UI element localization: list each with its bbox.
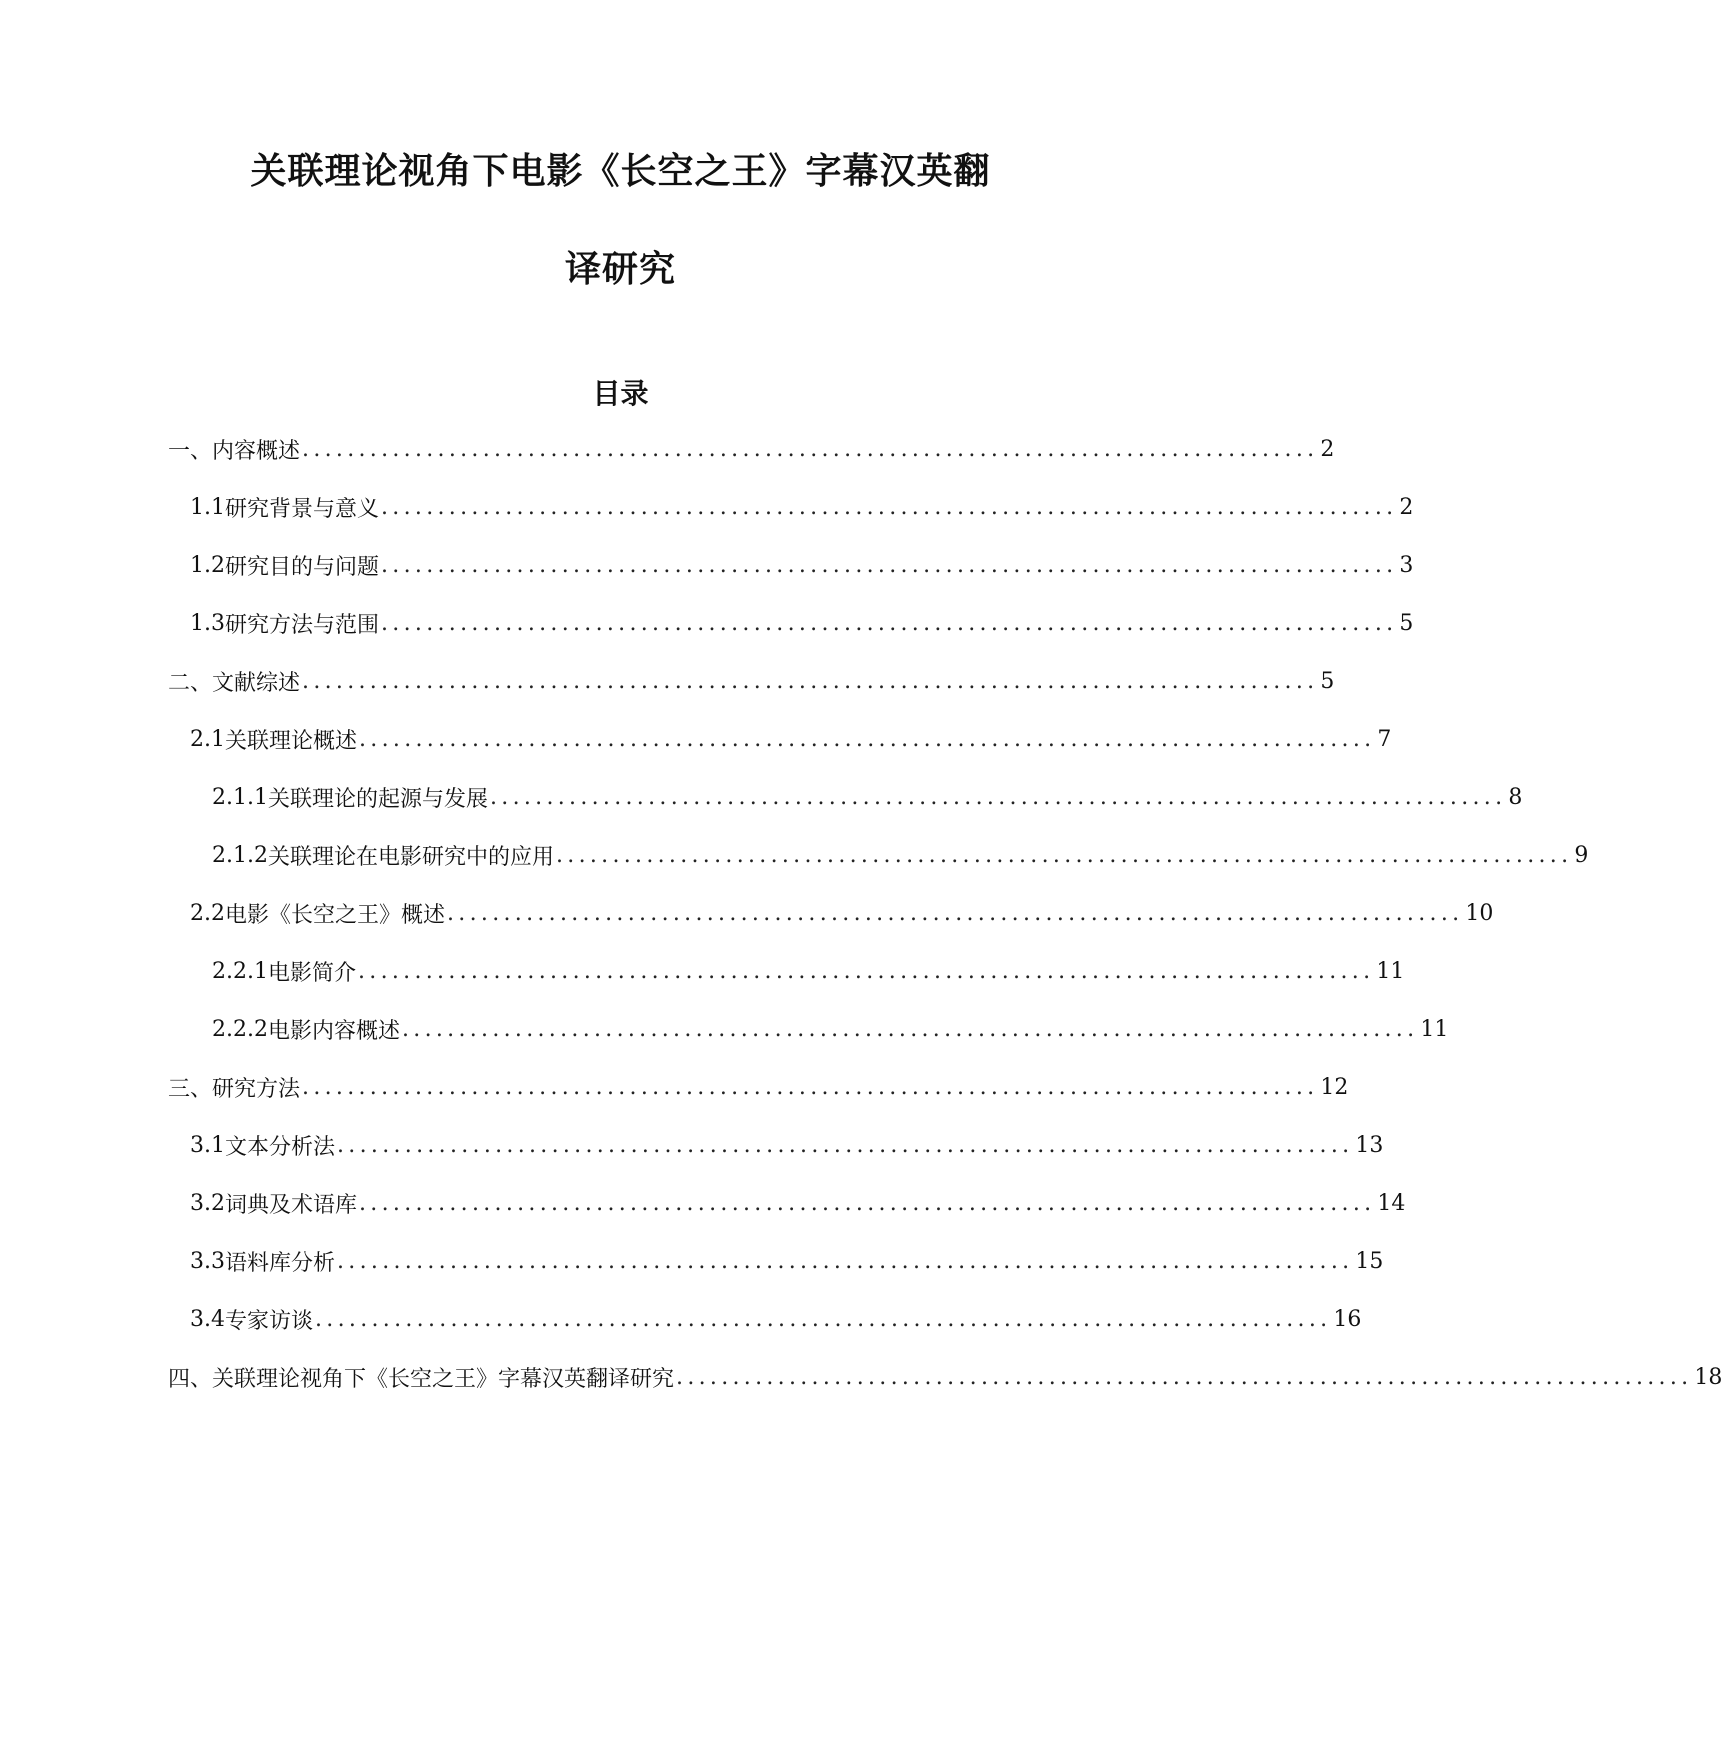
toc-entry-label: 关联理论概述: [225, 728, 358, 754]
toc-entry[interactable]: [190, 1188, 1406, 1218]
toc-leader-dots: ..........................................................................................: [358, 958, 1375, 984]
toc-entry-page: 9: [1574, 842, 1589, 868]
toc-entry-number: 一、: [168, 438, 213, 464]
toc-entry-number: 3.1: [190, 1132, 225, 1158]
toc-entry[interactable]: [212, 1014, 1449, 1044]
document-title-line1: 关联理论视角下电影《长空之王》字幕汉英翻: [250, 151, 991, 192]
toc-leader-dots: ..........................................................................................: [315, 1306, 1332, 1332]
toc-entry[interactable]: [190, 1304, 1362, 1334]
toc-entry-label: 内容概述: [212, 438, 301, 464]
toc-entry-label: 词典及术语库: [225, 1192, 358, 1218]
toc-entry-page: 14: [1377, 1190, 1406, 1216]
toc-entry[interactable]: [212, 956, 1405, 986]
toc-entry-number: 1.2: [190, 552, 225, 578]
toc-leader-dots: ..........................................................................................: [447, 900, 1464, 926]
toc-entry-label: 文献综述: [212, 670, 301, 696]
toc-entry-label: 电影简介: [267, 960, 356, 986]
toc-entry[interactable]: [212, 840, 1589, 870]
toc-entry-label: 研究方法与范围: [225, 612, 380, 638]
toc-entry-page: 12: [1320, 1074, 1349, 1100]
toc-entry-number: 2.1: [190, 726, 225, 752]
document-title-line2: 译研究: [564, 249, 676, 290]
toc-entry-label: 研究目的与问题: [225, 554, 380, 580]
toc-leader-dots: ..........................................................................................: [302, 436, 1319, 462]
toc-entry-number: 3.2: [190, 1190, 225, 1216]
toc-entry-page: 11: [1376, 958, 1405, 984]
toc-leader-dots: ..........................................................................................: [556, 842, 1573, 868]
toc-entry[interactable]: [190, 608, 1414, 638]
toc-leader-dots: ..........................................................................................: [359, 1190, 1376, 1216]
toc-entry-number: 3.3: [190, 1248, 225, 1274]
toc-entry[interactable]: [190, 492, 1414, 522]
toc-entry-number: 2.1.2: [212, 842, 268, 868]
toc-leader-dots: ..........................................................................................: [381, 610, 1398, 636]
toc-entry-page: 2: [1399, 494, 1414, 520]
toc-entry[interactable]: [190, 550, 1414, 580]
toc-entry-page: 13: [1355, 1132, 1384, 1158]
toc-entry-page: 10: [1465, 900, 1494, 926]
toc-entry[interactable]: [168, 1072, 1349, 1102]
toc-entry-page: 7: [1377, 726, 1392, 752]
toc-entry-page: 5: [1399, 610, 1414, 636]
toc-entry-page: 2: [1320, 436, 1335, 462]
toc-entry-page: 8: [1508, 784, 1523, 810]
toc-entry-number: 2.2: [190, 900, 225, 926]
toc-entry[interactable]: [190, 724, 1392, 754]
toc-entry-number: 1.3: [190, 610, 225, 636]
toc-entry[interactable]: [168, 1362, 1722, 1392]
toc-leader-dots: ..........................................................................................: [302, 668, 1319, 694]
toc-entry-number: 2.2.1: [212, 958, 268, 984]
toc-leader-dots: ..........................................................................................: [381, 494, 1398, 520]
toc-entry[interactable]: [190, 1246, 1384, 1276]
toc-entry[interactable]: [168, 434, 1335, 464]
toc-entry-number: 3.4: [190, 1306, 225, 1332]
toc-entry-label: 电影内容概述: [267, 1018, 400, 1044]
toc-entry-label: 关联理论视角下《长空之王》字幕汉英翻译研究: [212, 1366, 675, 1392]
toc-entry-label: 关联理论在电影研究中的应用: [267, 844, 554, 870]
toc-entry-page: 16: [1333, 1306, 1362, 1332]
toc-entry-number: 1.1: [190, 494, 225, 520]
toc-leader-dots: ..........................................................................................: [337, 1132, 1354, 1158]
toc-entry-label: 关联理论的起源与发展: [267, 786, 488, 812]
toc-entry-label: 研究方法: [212, 1076, 301, 1102]
toc-heading: 目录: [592, 377, 649, 410]
toc-entry-page: 5: [1320, 668, 1335, 694]
toc-entry-label: 语料库分析: [225, 1250, 336, 1276]
toc-leader-dots: ..........................................................................................: [402, 1016, 1419, 1042]
toc-entry-number: 2.2.2: [212, 1016, 268, 1042]
toc-entry-label: 文本分析法: [225, 1134, 336, 1160]
toc-leader-dots: ..........................................................................................: [490, 784, 1507, 810]
toc-leader-dots: ..........................................................................................: [337, 1248, 1354, 1274]
toc-entry-number: 四、: [168, 1366, 213, 1392]
toc-entry-number: 2.1.1: [212, 784, 268, 810]
toc-leader-dots: ..........................................................................................: [381, 552, 1398, 578]
toc-entry-number: 二、: [168, 670, 213, 696]
toc-leader-dots: ..........................................................................................: [359, 726, 1376, 752]
toc-entry-page: 15: [1355, 1248, 1384, 1274]
toc-entry[interactable]: [190, 898, 1494, 928]
toc-entry[interactable]: [168, 666, 1335, 696]
toc-entry[interactable]: [212, 782, 1523, 812]
toc-leader-dots: ..........................................................................................: [302, 1074, 1319, 1100]
toc-entry-label: 电影《长空之王》概述: [225, 902, 446, 928]
toc-entry-page: 3: [1399, 552, 1414, 578]
toc-entry-label: 研究背景与意义: [225, 496, 380, 522]
toc-entry-page: 18: [1694, 1364, 1722, 1390]
toc-leader-dots: ..........................................................................................: [676, 1364, 1693, 1390]
toc-entry-number: 三、: [168, 1076, 213, 1102]
toc-entry-page: 11: [1420, 1016, 1449, 1042]
toc-entry[interactable]: [190, 1130, 1384, 1160]
toc-entry-label: 专家访谈: [225, 1308, 314, 1334]
